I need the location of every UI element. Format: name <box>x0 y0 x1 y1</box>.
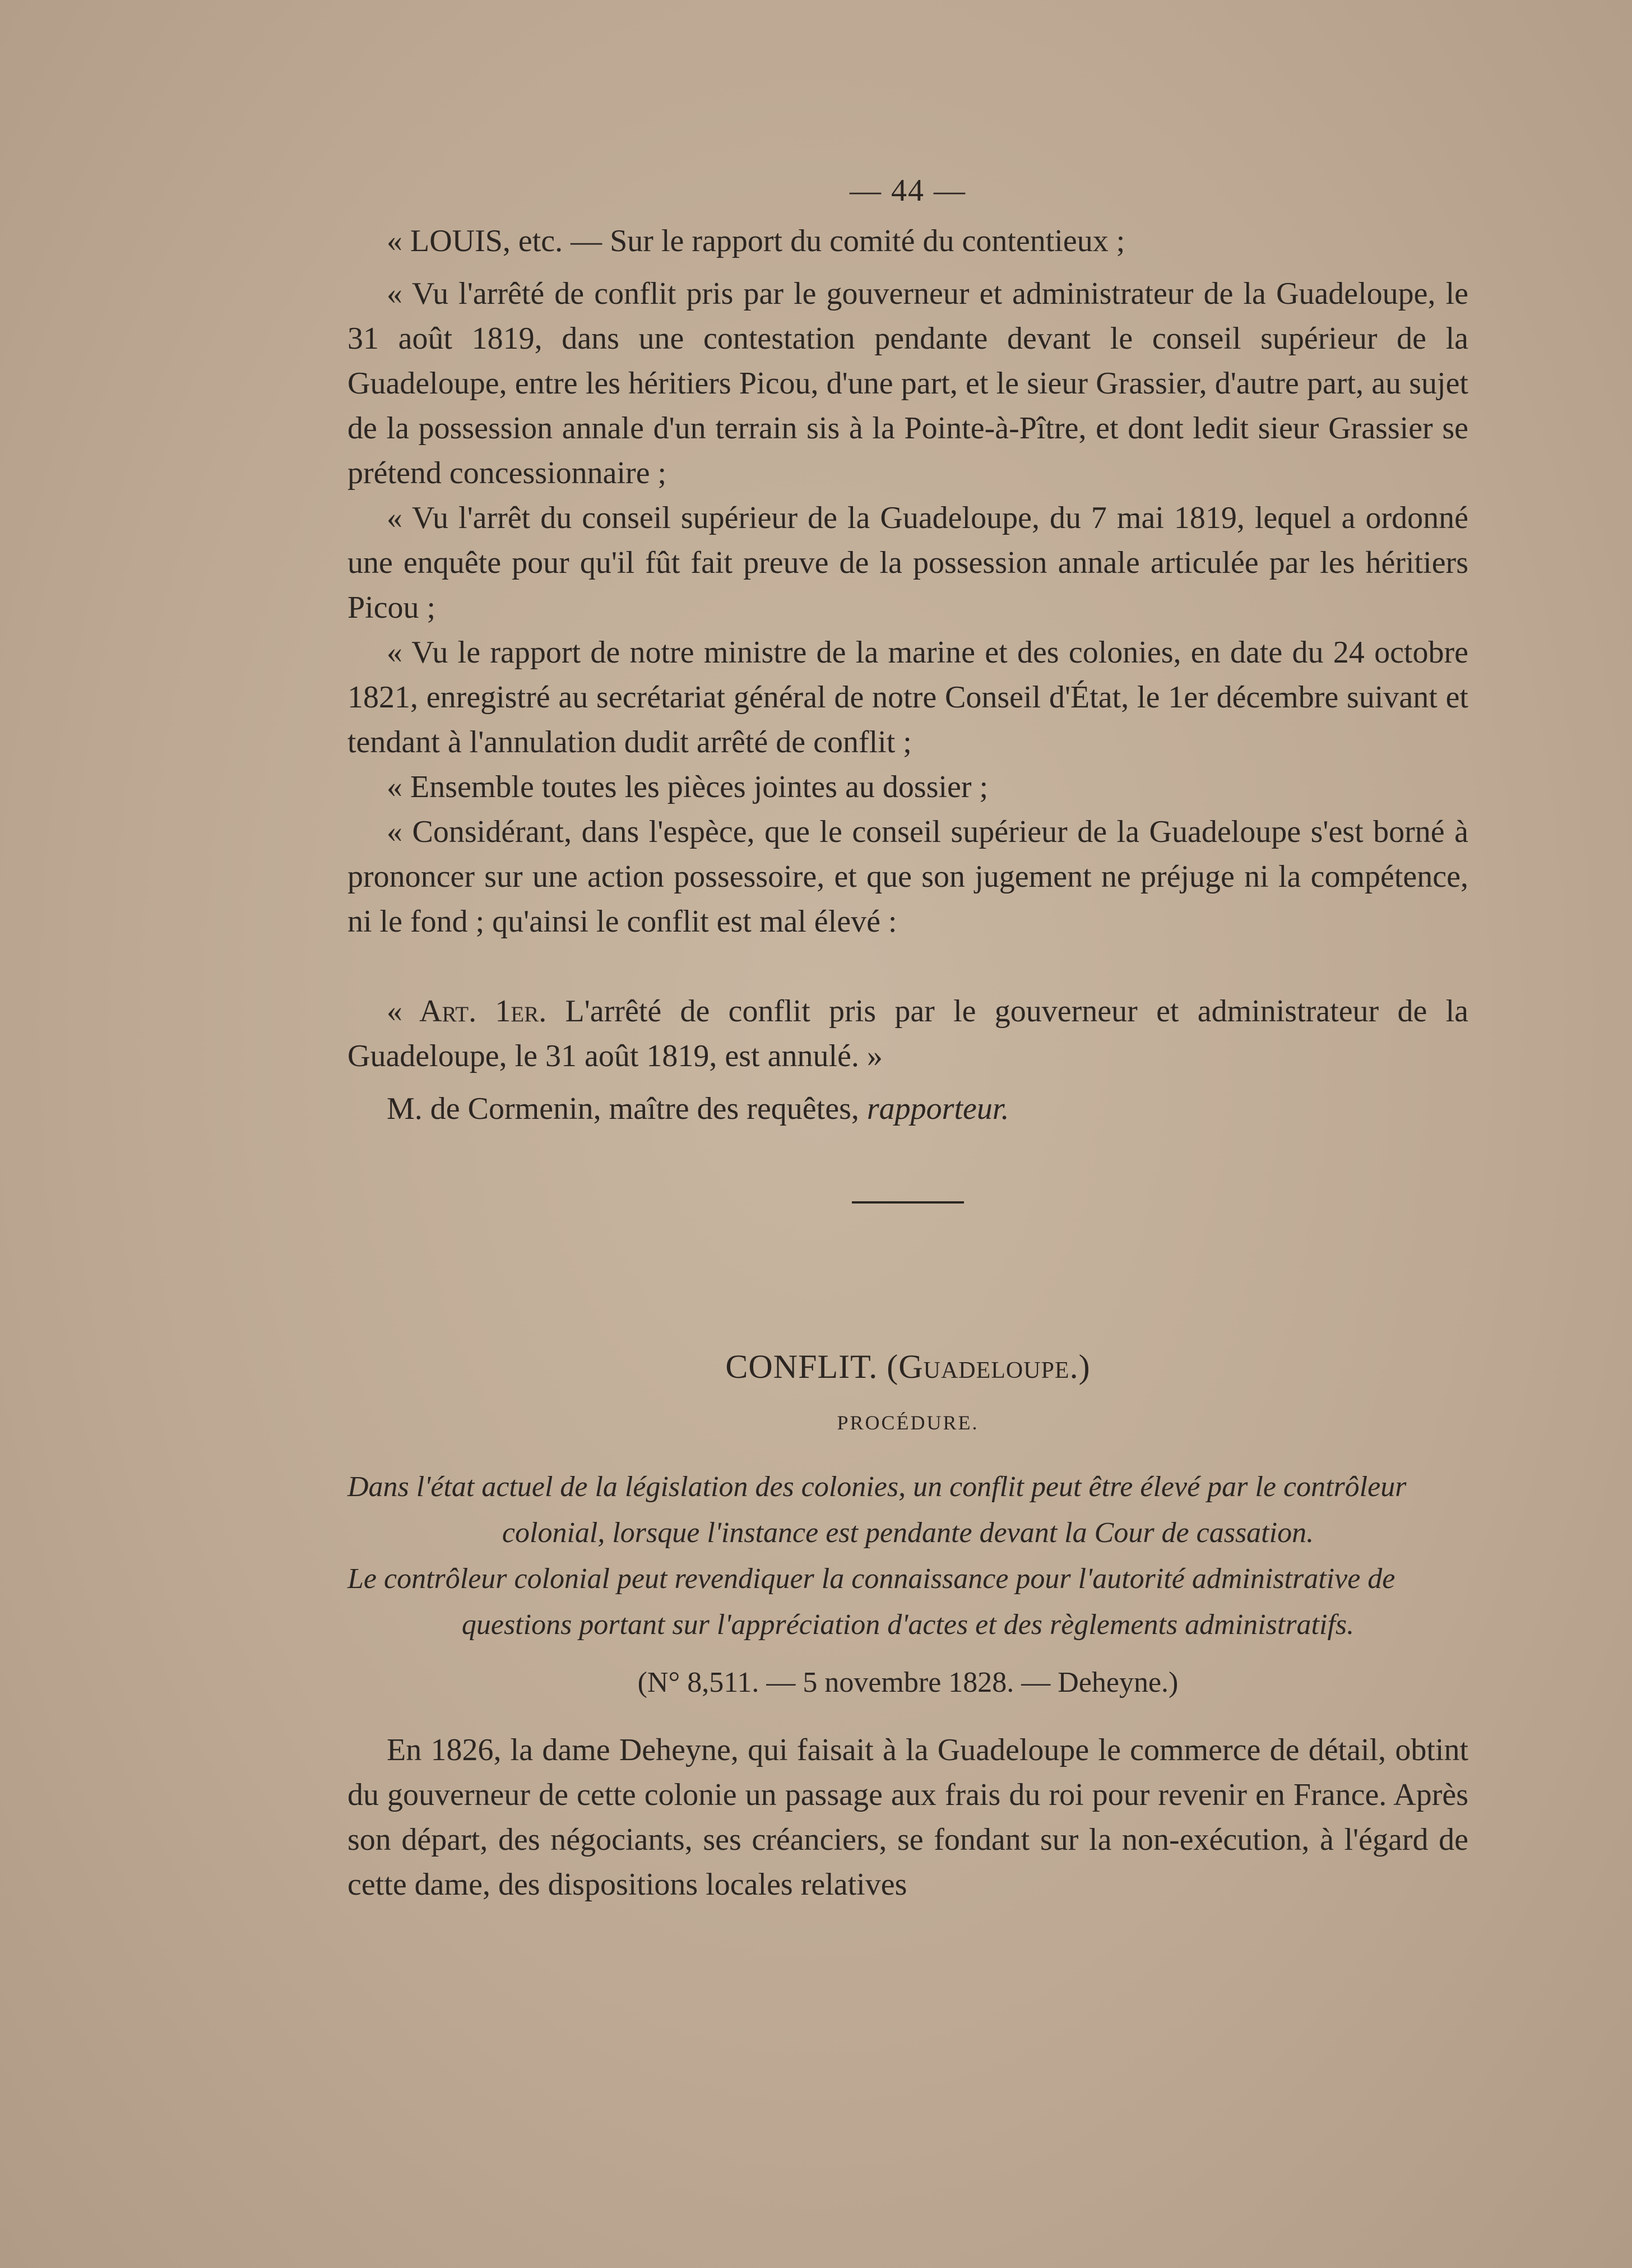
article-prefix: « Art. 1er. <box>387 994 547 1029</box>
rapporteur-line <box>347 1086 1468 1131</box>
article-1 <box>347 989 1468 1079</box>
considerant-2: « Vu l'arrêt du conseil supérieur de la Guadeloupe, du 7 mai 1819, lequel a ordonné une enquête pour qu'il fût fait preuve de la possession annale articulée par les héritiers Picou ; <box>347 501 1468 625</box>
decree-opening: « LOUIS, etc. — Sur le rapport du comité du contentieux ; <box>387 224 1125 258</box>
section-title <box>347 1344 1468 1389</box>
page-number: — 44 — <box>850 173 966 208</box>
page <box>347 168 1468 1907</box>
considerant-4: « Ensemble toutes les pièces jointes au dossier ; <box>387 770 989 804</box>
summary-1-rest: colonial, lorsque l'instance est pendante devant la Cour de cassation. <box>502 1517 1314 1549</box>
rapporteur-role: rapporteur. <box>866 1091 1009 1126</box>
rapporteur-name: M. de Cormenin, maître des requêtes, <box>387 1091 859 1126</box>
considerant-3: « Vu le rapport de notre ministre de la marine et des colonies, en date du 24 octobre 1821, enregistré au secrétariat général de notre Conseil d'État, le 1er décembre suivant et tendant à l'annulation dudit arrêté de conflit ; <box>347 635 1468 760</box>
considerant-1: « Vu l'arrêté de conflit pris par le gouverneur et administrateur de la Guadeloupe, le 31 août 1819, dans une contestation pendante devant le conseil supérieur de la Guadeloupe, entre les héritiers Picou, d'une part, et le sieur Grassier, d'autre part, au sujet de la possession annale d'un terrain sis à la Pointe-à-Pître, et dont ledit sieur Grassier se prétend concessionnaire ; <box>347 276 1468 490</box>
section-title-region: (Guadeloupe.) <box>887 1348 1091 1385</box>
considerant-5: « Considérant, dans l'espèce, que le conseil supérieur de la Guadeloupe s'est borné à prononcer sur une action possessoire, et que son jugement ne préjuge ni la compétence, ni le fond ; qu'ainsi le conflit est mal élevé : <box>347 814 1468 939</box>
body-paragraph: En 1826, la dame Deheyne, qui faisait à la Guadeloupe le commerce de détail, obtint du gouverneur de cette colonie un passage aux frais du roi pour revenir en France. Après son départ, des négociants, ses créanciers, se fondant sur la non-exécution, à l'égard de cette dame, des dispositions locales relatives <box>347 1733 1468 1902</box>
case-reference: (N° 8,511. — 5 novembre 1828. — Deheyne.) <box>637 1667 1179 1698</box>
section-divider <box>347 1131 1468 1243</box>
summary-2-rest: questions portant sur l'appréciation d'actes et des règlements administratifs. <box>461 1609 1355 1641</box>
summary-1-first: Dans l'état actuel de la législation des colonies, un conflit peut être élevé par le contrôleur <box>347 1471 1407 1503</box>
section-subheading: PROCÉDURE. <box>837 1411 979 1434</box>
article-text: L'arrêté de conflit pris par le gouverneur et administrateur de la Guadeloupe, le 31 août 1819, est annulé. » <box>347 994 1469 1073</box>
section-title-main: CONFLIT. <box>725 1348 878 1385</box>
summary-2-first: Le contrôleur colonial peut revendiquer la connaissance pour l'autorité administrative de <box>347 1563 1395 1595</box>
section-summary <box>347 1464 1468 1648</box>
